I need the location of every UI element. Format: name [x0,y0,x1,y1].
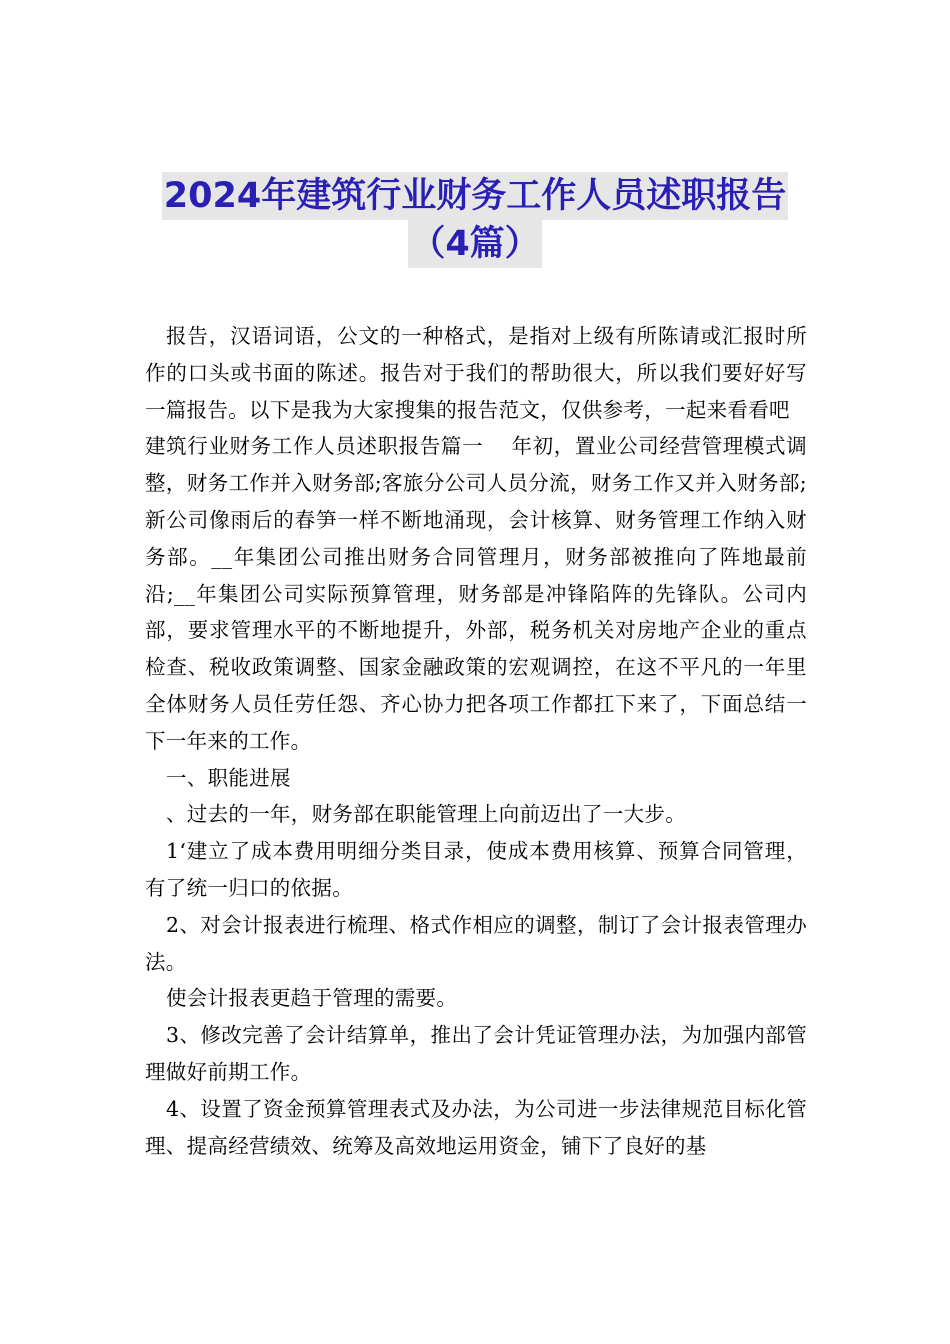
paragraph-section-one: 建筑行业财务工作人员述职报告篇一 年初，置业公司经营管理模式调整，财务工作并入财务部;客旅分公司人员分流，财务工作又并入财务部;新公司像雨后的春笋一样不断地涌现，会计核算、财务管理工作纳入财务部。__年集团公司推出财务合同管理月，财务部被推向了阵地最前沿;__年集团公司实际预算管理，财务部是冲锋陷阵的先锋队。公司内部，要求管理水平的不断地提升，外部，税务机关对房地产企业的重点检查、税收政策调整、国家金融政策的宏观调控，在这不平凡的一年里全体财务人员任劳任怨、齐心协力把各项工作都扛下来了，下面总结一下一年来的工作。 [145,434,807,753]
paragraph-report-needs: 使会计报表更趋于管理的需要。 [166,986,458,1011]
list-item-2: 2、对会计报表进行梳理、格式作相应的调整，制订了会计报表管理办法。 [145,912,807,974]
heading-function-progress: 一、职能进展 [166,765,291,790]
document-body [145,318,807,1164]
paragraph-past-year: 、过去的一年，财务部在职能管理上向前迈出了一大步。 [166,802,686,827]
list-item-4: 4、设置了资金预算管理表式及办法，为公司进一步法律规范目标化管理、提高经营绩效、统筹及高效地运用资金，铺下了良好的基 [145,1096,807,1158]
document-title [140,172,810,268]
list-item-3: 3、修改完善了会计结算单，推出了会计凭证管理办法，为加强内部管理做好前期工作。 [145,1023,807,1084]
paragraph-intro: 报告，汉语词语，公文的一种格式，是指对上级有所陈请或汇报时所作的口头或书面的陈述。报告对于我们的帮助很大，所以我们要好好写一篇报告。以下是我为大家搜集的报告范文，仅供参考，一起来看看吧 [145,324,807,422]
title-line-1: 2024年建筑行业财务工作人员述职报告 [162,172,788,220]
list-item-1: 1‘建立了成本费用明细分类目录，使成本费用核算、预算合同管理，有了统一归口的依据。 [145,839,807,900]
title-line-2: （4篇） [408,220,541,268]
